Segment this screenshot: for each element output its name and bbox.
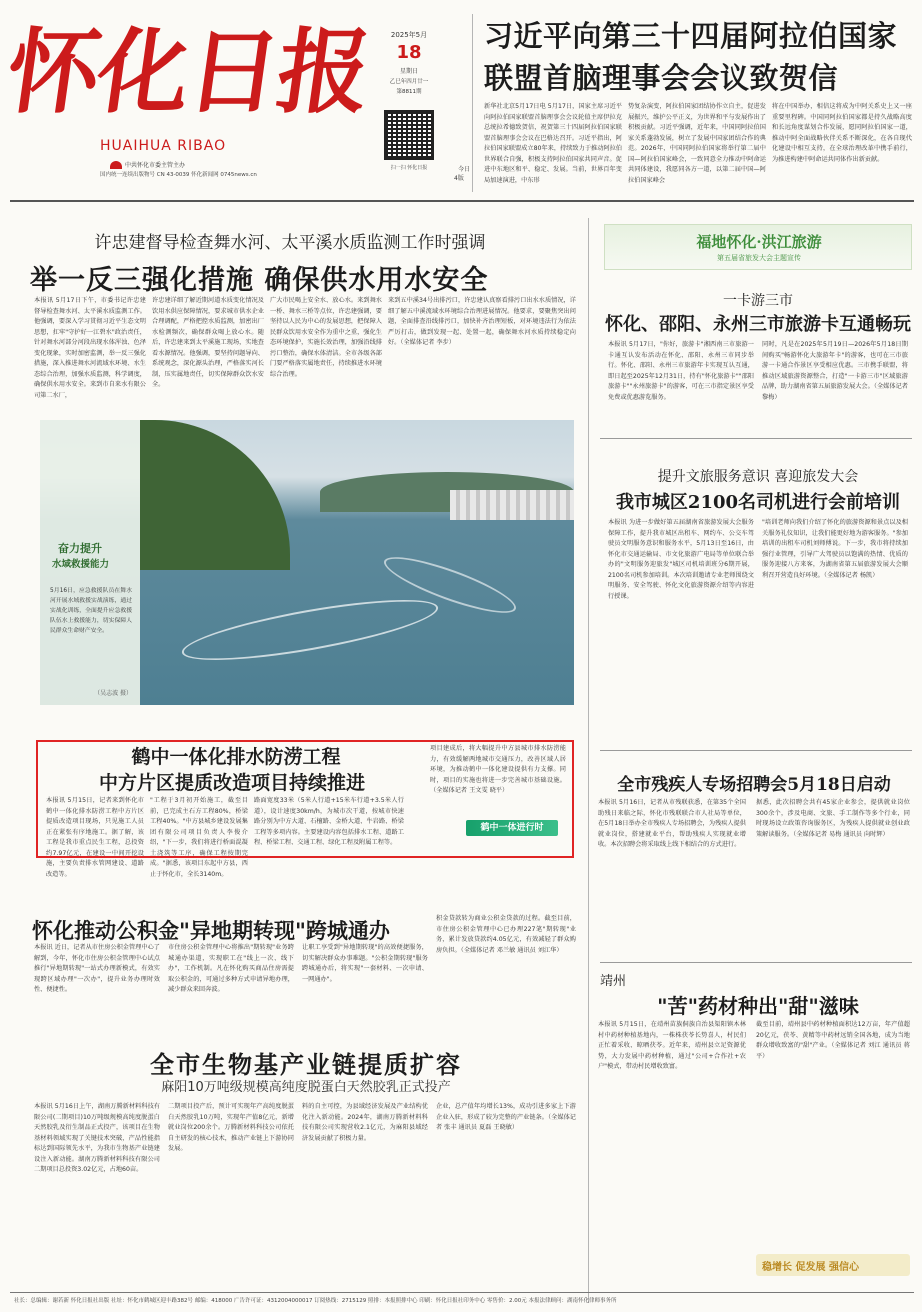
caption-body: 5月16日，应急救援队员在舞水河开展水域救援实战演练，通过实战化训练，全面提升应急救援队伍水上救援能力，切实保障人民群众生命财产安全。 <box>50 588 132 634</box>
footer-rule <box>10 1292 914 1293</box>
bio-headline: 全市生物基产业链提质扩容 <box>150 1050 462 1079</box>
slogan-badge <box>756 1254 910 1276</box>
caption-title-1: 奋力提升 <box>58 542 102 555</box>
tour-col2: 同时，凡是在2025年5月19日—2026年5月18日期间购买"畅游怀化大旅游年卡"的游客，也可在三市旅游一卡通合作景区享受相应优惠。三市携手联盟，将推动区域旅游资源整合，打造"一卡游三市"区域旅游品牌，助力湖南省第五届旅游发展大会。（全媒体记者 黎梅） <box>762 341 908 401</box>
driver-col2: "培训老师向我们介绍了怀化的旅游资源和景点以及相关服务礼仪知识，让我们能更好地为游客服务。"参加培训的出租车司机刘师傅说。下一步，我市将持续加强行业管理，引导广大驾驶员以饱满的热情、优质的服务迎接八方来客，为湖南省第五届旅游发展大会顺利召开营造良好环境。（全媒体记者 杨凯） <box>762 519 908 579</box>
bio-subhead: 麻阳10万吨级规模高纯度脱蛋白天然胶乳正式投产 <box>161 1080 451 1095</box>
helong-headline-1: 鹤中一体化排水防涝工程 <box>131 746 341 768</box>
caption-author: （吴志波 摄） <box>94 690 132 697</box>
fund-col2: 市住房公积金管理中心将推出"期转现"业务跨城通办渠道，实现职工在"线上一次、线下办"，工作机制。凡在怀化购买商品住房需提取公积金的，可通过多种方式申请异地办理，减少群众来回奔波。 <box>168 944 294 993</box>
issue-number: 第8811期 <box>396 89 422 95</box>
fund-col1: 本报讯 近日，记者从市住房公积金管理中心了解到，今年，怀化市住房公积金管理中心试点推行"异地期转现"一站式办理新模式，有效实现跨区域办理"一次办"，提升业务办理时效性、便捷性。 <box>34 944 160 993</box>
left-right-divider <box>588 218 589 1303</box>
bio-col4: 企业，总产值年均增长13%，成功引进多家上下游企业入驻，形成了较为完整的产业链条。（全媒体记者 张丰 通讯员 夏磊 王晓敏） <box>436 1103 576 1131</box>
lunar-date: 乙巳年四月廿一 <box>389 79 429 85</box>
bio-col3: 料的自主可控，为县域经济发展及产业结构优化注入新动能。2024年，湖南万腾新材料科技有限公司实现营收2.1亿元，为麻阳县域经济发展贡献了积极力量。 <box>302 1103 428 1142</box>
date-year-month: 2025年5月 <box>390 31 428 39</box>
driver-rule <box>600 750 912 751</box>
top-story-col3: 将在中国举办，相信这将成为中阿关系史上又一座重要里程碑。中国同阿拉伯国家都是持久战略高度和长远角度谋划合作发展，愿同阿拉伯国家一道，推动中阿全面战略伙伴关系不断深化，在各自现代化建设中相互支持，在全球治理改革中携手前行，为推进构建中阿命运共同体作出新贡献。 <box>772 103 912 163</box>
photo-caption-box <box>40 420 140 705</box>
publisher-line: 中共怀化市委主管主办 <box>125 162 186 169</box>
bio-col1: 本报讯 5月16日上午，湖南万腾新材料科技有限公司(二期项目)10万吨级规模高纯度脱蛋白天然胶乳及衍生制品正式投产，该项目在生物基材料领域实现了关键技术突破，产品性能指标达到国际领先水平，为我市生物基产业链建设注入新动能。湖南万腾新材料科技有限公司二期项目总投资3.02亿元，占地60亩。 <box>34 1103 160 1173</box>
tour-banner <box>604 224 912 270</box>
slogan-text: 稳增长 促发展 强信心 <box>762 1262 859 1273</box>
info-line: 国内统一连续出版物号 CN 43-0039 怀化新闻网 0745news.cn <box>100 172 257 178</box>
water-kicker: 许忠建督导检查舞水河、太平溪水质监测工作时强调 <box>94 233 486 253</box>
driver-col1: 本报讯 为进一步做好第五届湖南省旅游发展大会服务保障工作，提升我市城区出租车、网约车、公交车驾驶员文明服务意识和服务水平，5月13日至16日，由怀化市交通运输局、市文化旅游广电局等单位联合举办的"文明服务迎旅发"城区司机培训班分6期开展，2100名司机参加培训。本次培训邀请专业老师围绕文明服务、安全驾驶、怀化文化旅游资源介绍等内容进行授课。 <box>608 519 754 600</box>
masthead <box>0 0 922 200</box>
tour-headline: 怀化、邵阳、永州三市旅游卡互通畅玩 <box>605 314 911 335</box>
disabled-col2: 据悉，此次招聘会共有45家企业参会，提供就业岗位300余个，涉及电商、文旅、手工制作等多个行业，同时现场设立政策咨询服务区，为残疾人提供就业创业政策解读服务。（全媒体记者 易梅 通讯员 向时辉） <box>756 799 910 838</box>
photo-hills <box>140 420 290 570</box>
helong-col3: 路面宽度33米（5米人行道+15米车行道+3.5米人行道），设计速度30km/h，为城市次干道，按城市快速路分别为中方大道、石檀路、金桥大道、牛岩路、桥梁工程等多项内容。主要建设内容包括排水工程、道路工程、桥梁工程、交通工程、绿化工程及附属工程等。 <box>254 797 404 846</box>
helong-col4: 项目建成后，将大幅提升中方县城市排水防涝能力，有效缓解两地城市交通压力，改善区域人居环境，为推动鹤中一体化建设提供有力支撑。同时，项目的实施也将进一步完善城市基础设施。（全媒体记者 王文雯 晓平） <box>430 745 566 794</box>
rescue-photo <box>40 420 574 705</box>
water-col2: 许忠建详细了解近期河道水质变化情况及饮用水供应保障情况，要求城市供水企业合理调配，严格把控水质监测，加密出厂水检测频次，确保群众喝上放心水。随后，许忠建来到太平溪施工现场，实地查看水源情况。他强调，要坚持问题导向、系统观念，深化源头治理，严格落实河长制，压实属地责任，切实保障群众饮水安全。 <box>152 297 264 388</box>
publisher-logo-icon <box>110 161 122 169</box>
herb-col1: 本报讯 5月15日，在靖州苗族侗族自治县渠阳镇木林村中药材种植基地内，一株株茯苓长势喜人，村民们正忙着采收、晾晒茯苓。近年来，靖州县立足资源优势，大力发展中药材种植，通过"公司+合作社+农户"模式，带动村民增收致富。 <box>598 1021 746 1070</box>
qr-code[interactable] <box>384 110 434 160</box>
footer-text: 社长：总编辑：谢若新 怀化日报社出版 社址：怀化市鹤城区迎丰路382号 邮编：418000 广告许可证：4312004000017 订阅热线：2715129 照排：本报照排中心 印刷：怀化日报社印务中心 零售价：2.00元 本报法律顾问：湖南怀化律师事务所 <box>14 1298 617 1304</box>
top-story-headline-2: 联盟首脑理事会会议致贺信 <box>484 61 839 95</box>
date-day: 18 <box>396 42 422 63</box>
page-count: 4版 <box>454 175 464 182</box>
helong-col1: 本报讯 5月15日，记者来到怀化市鹤中一体化排水防涝工程中方片区提质改造项目现场，只见施工人员正在紧张有序地施工。据了解，该工程是我市重点民生工程，总投资约7.97亿元，在建设一中间开挖设施，主要负责排水管网建设、道路改造等。 <box>46 797 144 878</box>
fund-col3: 让职工享受到"异地期转现"的高效便捷服务，切实解决群众办事难题。"公积金期转现"服务跨城通办后，将实现"一套材料、一次申请、一网通办"。 <box>302 944 428 983</box>
masthead-pinyin: HUAIHUA RIBAO <box>100 138 227 154</box>
tour-banner-title: 福地怀化·洪江旅游 <box>696 233 822 251</box>
helong-col2: "工程于3月初开始施工，截至目前，已完成主石方工程80%，桥梁工程40%。"中方县城乡建设发展集团有限公司项目负责人李俊介绍，"下一步，我们将进行桥面混凝土浇筑等工序，确保工程按期完成。"据悉，该项目东起中方县，西止于怀化市，全长3140m。 <box>150 797 248 878</box>
water-headline: 举一反三强化措施 确保供水用水安全 <box>30 265 489 296</box>
qr-caption: 扫一扫 怀化日报 <box>390 165 428 171</box>
fund-headline: 怀化推动公积金"异地期转现"跨城通办 <box>32 918 390 943</box>
tour-banner-subtitle: 第五届省旅发大会主题宣传 <box>717 254 801 262</box>
photo-town <box>450 490 574 520</box>
caption-title-2: 水域救援能力 <box>52 559 110 570</box>
top-story-headline-1: 习近平向第三十四届阿拉伯国家 <box>484 19 898 53</box>
fund-col4: 积金贷款转为商业公积金贷款的过程。截至目前，市住房公积金管理中心已办理227笔"期转现"业务，累计发放贷款约4.05亿元，有效减轻了群众购房负担。（全媒体记者 邓兰敏 通讯员 刘江华） <box>436 915 576 954</box>
tour-kicker: 一卡游三市 <box>723 293 793 309</box>
disabled-headline: 全市残疾人专场招聘会5月18日启动 <box>617 775 891 795</box>
weekday: 星期日 <box>399 68 418 75</box>
masthead-logo: 怀化日报 <box>0 18 376 126</box>
herb-headline: "苦"药材种出"甜"滋味 <box>657 994 859 1018</box>
tour-rule <box>600 438 912 439</box>
masthead-rule <box>10 200 914 202</box>
disabled-rule <box>600 962 912 963</box>
water-col1: 本报讯 5月17日下午，市委书记许忠建督导检查舞水河、太平溪水质监测工作。他强调，要深入学习贯彻习近平生态文明思想，扛牢"守护好一江碧水"政治责任，针对舞水河部分河段出现水体浑浊、色泽变化现象，实时加密监测，举一反三强化措施，深入推进舞水河流域水环境、水生态综合治理，加强水质监测，科学调度，确保供水用水安全。来到市自来水有限公司第二水厂， <box>34 297 146 399</box>
driver-kicker: 提升文旅服务意识 喜迎旅发大会 <box>657 469 859 485</box>
masthead-divider <box>472 14 473 192</box>
helong-headline-2: 中方片区提质改造项目持续推进 <box>98 772 365 794</box>
driver-headline: 我市城区2100名司机进行会前培训 <box>615 492 901 513</box>
photo-wake <box>179 588 442 673</box>
water-col3: 广大市民喝上安全水、放心水。来到舞水一桥、舞水三桥等点位，许忠建强调，要坚持以人民为中心的发展思想，把保障人民群众饮用水安全作为重中之重，强化生态环境保护，实施长效治理，加强沿线排污口整治，确保水体清洁。全市各级各部门要严格落实属地责任，持续推进水环境综合治理。 <box>270 297 382 378</box>
tour-col1: 本报讯 5月17日，"你好，旅游卡"湘西南三市旅游一卡通互认发布活动在怀化、邵阳、永州三市同步举行。怀化、邵阳、永州三市旅游年卡实现互认互通，即日起至2025年12月31日，持有"怀化旅游卡""邵阳旅游卡""永州旅游卡"的游客，可在三市指定景区享受免费或优惠游览服务。 <box>608 341 754 401</box>
herb-col2: 截至目前，靖州县中药材种植面积达12万亩，年产值超20亿元，茯苓、黄精等中药材远销全国各地，成为当地群众增收致富的"甜"产业。（全媒体记者 刘江 通讯员 蒋平） <box>756 1021 910 1060</box>
top-story-col1: 新华社北京5月17日电 5月17日，国家主席习近平向阿拉伯国家联盟首脑理事会会议轮值主席伊拉克总统拉希德致贺信，祝贺第三十四届阿拉伯国家联盟首脑理事会会议在巴格达召开。习近平指出，阿拉伯国家联盟成立80年来，持续致力于推动阿拉伯世界联合自强，积极支持阿拉伯国家共同声音。促进中东地区和平、稳定、发展。当前，世界百年变局加速演进，中东形 <box>484 103 622 184</box>
today-label: 今日 <box>458 166 471 173</box>
water-col4: 来到五中溪34号出排污口，许忠建认真察看排污口出水水质情况，详细了解五中溪流域水环境综合治理进展情况。他要求，要聚焦突出问题，全面排查沿线排污口，加快补齐治理短板，对环境违法行为依法严厉打击，做到发现一起、处置一起，确保舞水河水质持续稳定向好。（全媒体记者 李步） <box>388 297 576 346</box>
top-story-col2: 势复杂演变，阿拉伯国家团结协作立自主，促进发展振兴，维护公平正义，为世界和平与发展作出了积极贡献。习近平强调，近年来，中国同阿拉伯国家关系蓬勃发展，树立了发展中国家团结合作的典范。2026年，中国同阿拉伯国家将举行第二届中国—阿拉伯国家峰会，一致同意全力推动中阿命运共同体建设，我愿同各方一道，以第二届中国—阿拉伯国家峰会 <box>628 103 766 184</box>
herb-location: 靖州 <box>600 974 627 989</box>
helong-tag: 鹤中一体进行时 <box>466 820 558 836</box>
disabled-col1: 本报讯 5月16日，记者从市残联获悉，在第35个全国助残日来临之际，怀化市残联联合市人社局等单位，在5月18日举办全市残疾人专场招聘会，为残疾人提供就业岗位，搭建就业平台，帮助残疾人实现就业增收。本次招聘会将采取线上线下相结合的方式进行。 <box>598 799 746 848</box>
bio-col2: 二期项目投产后，预计可实现年产高纯度脱蛋白天然胶乳10万吨，实现年产值8亿元，新增就业岗位200余个。万腾新材料科技公司依托自主研发的核心技术，推动产业链上下游协同发展。 <box>168 1103 294 1152</box>
